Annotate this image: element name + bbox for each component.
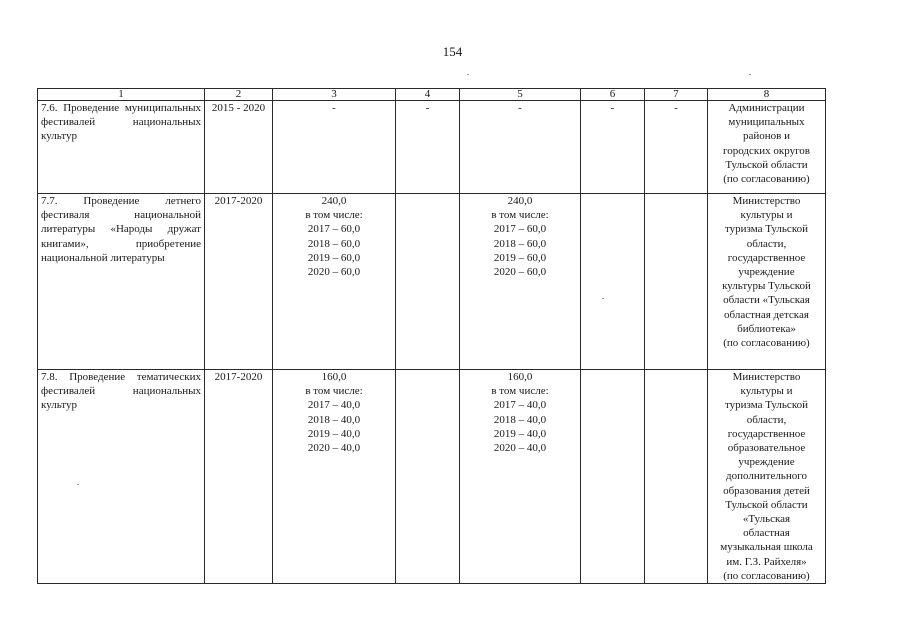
funding-line: -	[518, 102, 522, 114]
funding-line: 2020 – 40,0	[307, 442, 361, 455]
funding-col6-cell	[581, 370, 645, 584]
period-cell: 2017-2020	[205, 370, 273, 584]
funding-line: 2017 – 40,0	[307, 399, 361, 412]
funding-col4-cell	[396, 370, 460, 584]
funding-line: в том числе:	[491, 385, 549, 398]
table-row	[38, 101, 826, 194]
executor-line: муниципальных	[728, 116, 805, 129]
funding-line: 240,0	[507, 195, 533, 207]
executor-line: культуры Тульской	[722, 280, 811, 293]
funding-col7-cell: -	[645, 101, 708, 194]
funding-total-cell	[273, 370, 396, 584]
funding-line: 2019 – 60,0	[307, 251, 361, 264]
scan-speck	[467, 74, 469, 75]
funding-line: 2018 – 60,0	[307, 237, 361, 250]
executor-line: Администрации	[728, 102, 805, 114]
funding-col6-cell	[581, 194, 645, 370]
executor-line: музыкальная школа	[720, 541, 813, 554]
funding-line: 160,0	[321, 371, 347, 383]
executor-line: туризма Тульской	[724, 223, 808, 236]
funding-total-cell	[273, 101, 396, 194]
executor-line: области,	[746, 237, 787, 250]
funding-col7-cell	[645, 194, 708, 370]
executor-line: Министерство	[732, 195, 801, 207]
header-row	[38, 89, 826, 101]
executor-line: им. Г.З. Райхеля»	[726, 555, 807, 568]
column-header: 8	[708, 89, 826, 101]
executor-line: области «Тульская	[723, 294, 810, 307]
executor-line: (по согласованию)	[723, 173, 810, 186]
executor-line: туризма Тульской	[724, 399, 808, 412]
funding-line: 2019 – 40,0	[307, 427, 361, 440]
funding-line: в том числе:	[491, 209, 549, 222]
executor-line: образовательное	[727, 442, 806, 455]
scan-speck	[77, 484, 79, 485]
executor-line: учреждение	[738, 266, 795, 279]
executor-cell	[708, 194, 826, 370]
funding-col5-cell	[460, 194, 581, 370]
funding-line: в том числе:	[305, 209, 363, 222]
activity-name-cell: 7.7. Проведение летнего фестиваля национальной литературы «Народы дружат книгами», приобретение национальной литературы	[38, 194, 205, 370]
executor-line: области,	[746, 413, 787, 426]
funding-line: 2018 – 60,0	[493, 237, 547, 250]
page-number: 154	[442, 44, 463, 59]
executor-line: городских округов	[722, 144, 810, 157]
funding-line: 2020 – 40,0	[493, 442, 547, 455]
executor-line: областная детская	[724, 308, 809, 321]
funding-line: 2018 – 40,0	[307, 413, 361, 426]
executor-line: дополнительного	[726, 470, 807, 483]
executor-line: (по согласованию)	[723, 569, 810, 582]
executor-line: образования детей	[723, 484, 810, 497]
executor-line: Тульской области	[725, 158, 808, 171]
executor-line: культуры и	[740, 209, 793, 222]
executor-line: Тульской области	[725, 498, 808, 511]
period-cell: 2017-2020	[205, 194, 273, 370]
scan-speck	[749, 74, 751, 75]
executor-line: (по согласованию)	[723, 337, 810, 350]
column-header: 6	[581, 89, 645, 101]
column-header: 4	[396, 89, 460, 101]
funding-line: 2018 – 40,0	[493, 413, 547, 426]
executor-line: учреждение	[738, 456, 795, 469]
funding-line: -	[332, 102, 336, 114]
program-table	[37, 88, 826, 584]
executor-line: государственное	[727, 251, 806, 264]
funding-line: 160,0	[507, 371, 533, 383]
column-header: 3	[273, 89, 396, 101]
executor-cell	[708, 370, 826, 584]
table-row	[38, 370, 826, 584]
funding-line: в том числе:	[305, 385, 363, 398]
executor-line: «Тульская	[742, 513, 791, 526]
funding-line: 2017 – 40,0	[493, 399, 547, 412]
column-header: 2	[205, 89, 273, 101]
funding-line: 240,0	[321, 195, 347, 207]
funding-col4-cell	[396, 194, 460, 370]
executor-line: государственное	[727, 427, 806, 440]
executor-line: областная	[743, 527, 790, 540]
table-row	[38, 194, 826, 370]
activity-name-cell: 7.6. Проведение муниципальных фестивалей национальных культур	[38, 101, 205, 194]
executor-line: культуры и	[740, 385, 793, 398]
funding-col5-cell	[460, 370, 581, 584]
column-header: 5	[460, 89, 581, 101]
funding-col6-cell: -	[581, 101, 645, 194]
scan-speck	[602, 298, 604, 299]
funding-col4-cell: -	[396, 101, 460, 194]
funding-line: 2020 – 60,0	[493, 266, 547, 279]
executor-line: Министерство	[732, 371, 801, 383]
column-header: 7	[645, 89, 708, 101]
funding-total-cell	[273, 194, 396, 370]
funding-line: 2019 – 60,0	[493, 251, 547, 264]
funding-line: 2019 – 40,0	[493, 427, 547, 440]
funding-col5-cell	[460, 101, 581, 194]
period-cell: 2015 - 2020	[205, 101, 273, 194]
executor-cell	[708, 101, 826, 194]
funding-col7-cell	[645, 370, 708, 584]
activity-name-cell: 7.8. Проведение тематических фестивалей национальных культур	[38, 370, 205, 584]
column-header: 1	[38, 89, 205, 101]
funding-line: 2017 – 60,0	[307, 223, 361, 236]
executor-line: районов и	[743, 130, 790, 143]
funding-line: 2017 – 60,0	[493, 223, 547, 236]
funding-line: 2020 – 60,0	[307, 266, 361, 279]
executor-line: библиотека»	[737, 322, 796, 335]
